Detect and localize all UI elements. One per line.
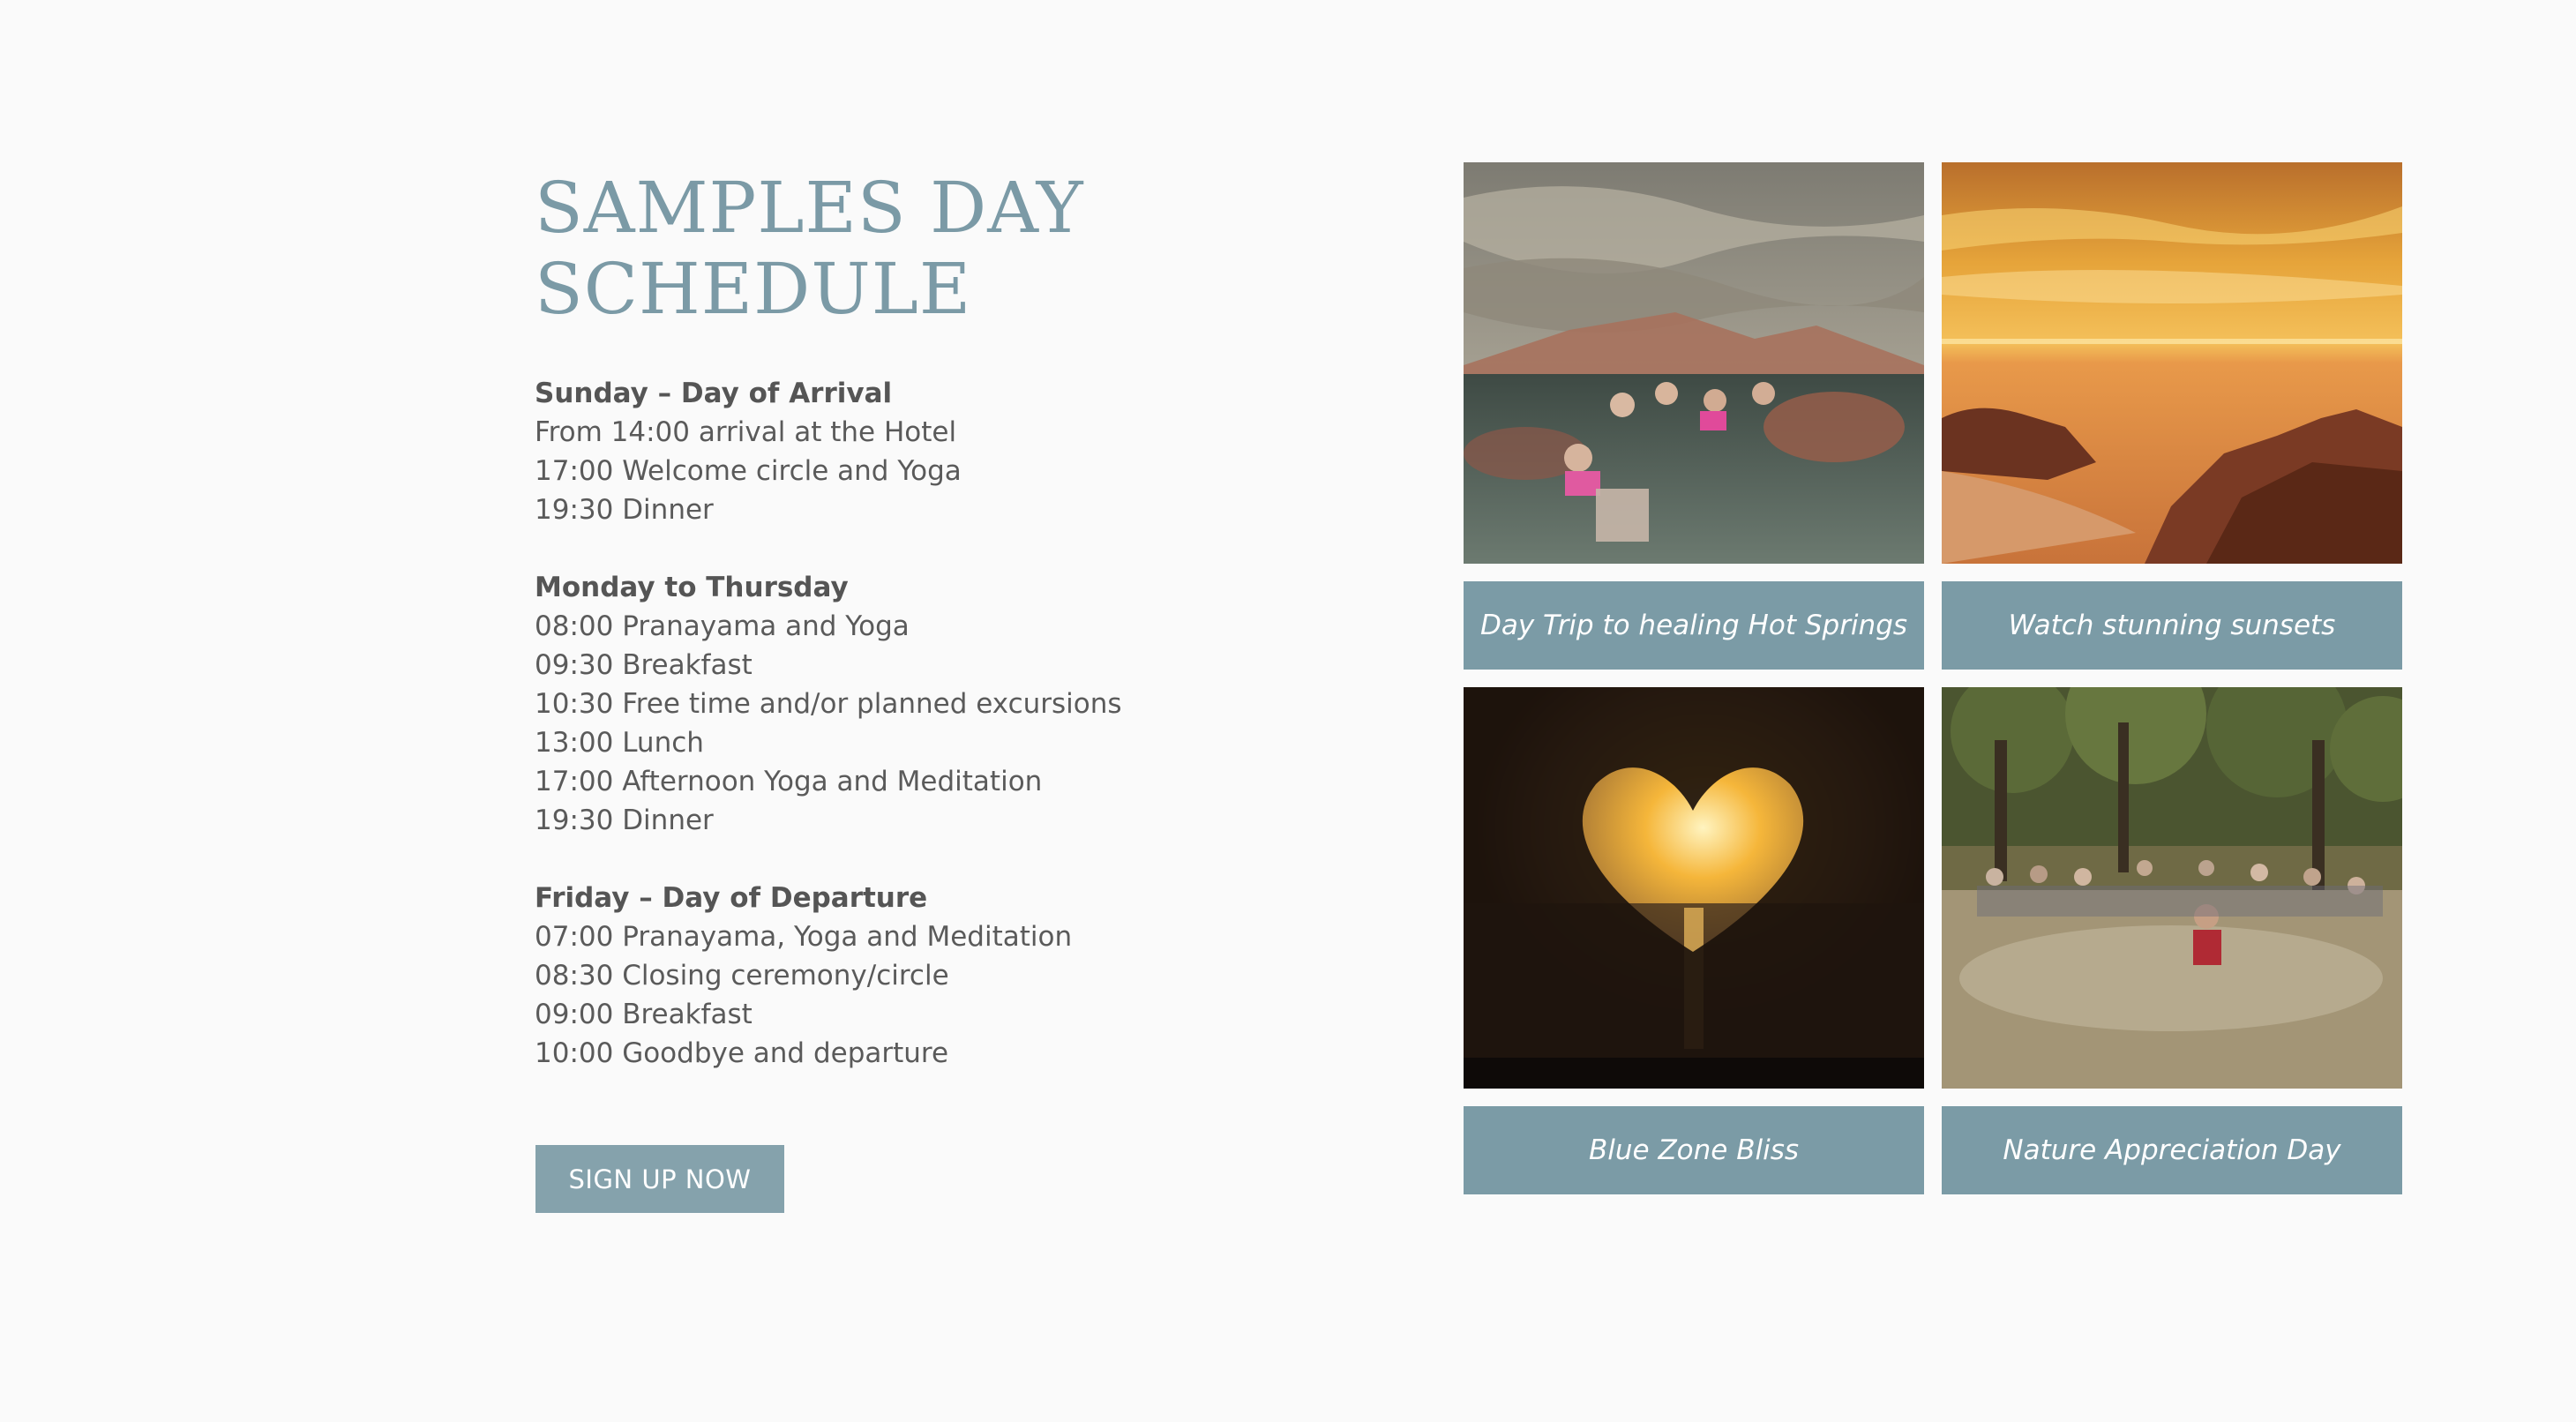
gallery-caption: Day Trip to healing Hot Springs: [1464, 581, 1924, 670]
schedule-line: 13:00 Lunch: [535, 727, 704, 759]
gallery-card-heart-hands: [1464, 687, 1924, 1194]
schedule-line: 07:00 Pranayama, Yoga and Meditation: [535, 921, 1073, 953]
page-title-line-1: SAMPLES DAY: [535, 167, 1084, 249]
schedule-section-weekdays: [535, 568, 1240, 840]
section-title: Sunday – Day of Arrival: [535, 378, 893, 409]
sunset-photo[interactable]: [1942, 162, 2402, 564]
schedule-column: [535, 168, 1240, 1111]
gallery-card-hot-springs: [1464, 162, 1924, 670]
gallery-caption: Watch stunning sunsets: [1942, 581, 2402, 670]
gallery-caption: Blue Zone Bliss: [1464, 1106, 1924, 1194]
heart-hands-photo[interactable]: [1464, 687, 1924, 1089]
gallery-card-sunset: [1942, 162, 2402, 670]
schedule-line: 17:00 Afternoon Yoga and Meditation: [535, 766, 1043, 797]
sign-up-now-button[interactable]: SIGN UP NOW: [535, 1145, 784, 1213]
schedule-line: 08:30 Closing ceremony/circle: [535, 960, 949, 992]
schedule-section-friday: [535, 879, 1240, 1073]
gallery-caption: Nature Appreciation Day: [1942, 1106, 2402, 1194]
schedule-line: From 14:00 arrival at the Hotel: [535, 416, 957, 448]
schedule-sections: [535, 374, 1240, 1073]
page-title-line-2: SCHEDULE: [535, 248, 972, 330]
schedule-line: 10:00 Goodbye and departure: [535, 1037, 949, 1069]
schedule-line: 08:00 Pranayama and Yoga: [535, 610, 910, 642]
forest-circle-photo[interactable]: [1942, 687, 2402, 1089]
page-title: [535, 168, 1240, 330]
schedule-line: 09:00 Breakfast: [535, 999, 753, 1030]
section-title: Monday to Thursday: [535, 572, 849, 603]
schedule-line: 10:30 Free time and/or planned excursions: [535, 688, 1122, 720]
photo-gallery: [1464, 162, 2402, 1194]
schedule-line: 19:30 Dinner: [535, 805, 714, 836]
section-title: Friday – Day of Departure: [535, 882, 928, 914]
schedule-line: 19:30 Dinner: [535, 494, 714, 526]
schedule-line: 17:00 Welcome circle and Yoga: [535, 455, 962, 487]
gallery-card-forest-circle: [1942, 687, 2402, 1194]
hot-springs-photo[interactable]: [1464, 162, 1924, 564]
schedule-section-sunday: [535, 374, 1240, 529]
schedule-line: 09:30 Breakfast: [535, 649, 753, 681]
